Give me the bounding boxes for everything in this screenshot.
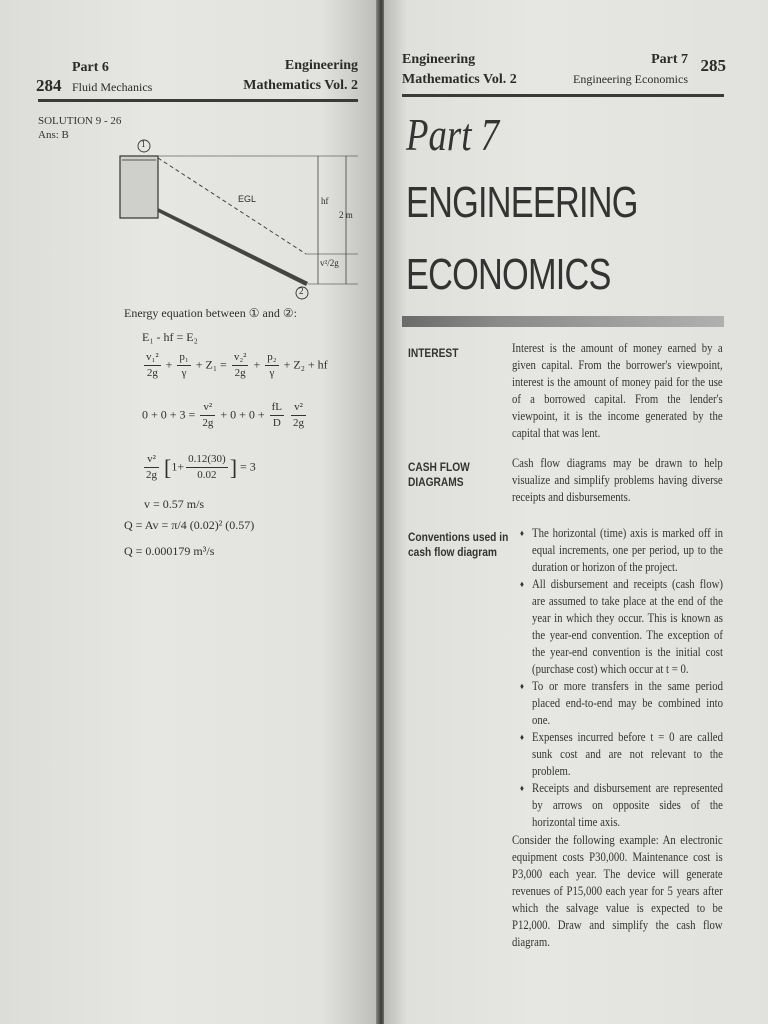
title-bar bbox=[402, 316, 724, 327]
eq7: Q = 0.000179 m³/s bbox=[124, 544, 215, 558]
left-header-rule bbox=[38, 99, 358, 102]
right-page-number: 285 bbox=[700, 56, 726, 75]
height-label: 2 m bbox=[339, 210, 353, 220]
right-header-left-line1: Engineering bbox=[402, 52, 476, 67]
eq2: $\frac{\text{v₁²}}{2g}$ + $\frac{\text{p₁}}{\gamma}$ + Z₁ = $\frac{\text{v₂²}}{2g}$ + $\frac{\text{p₂}}{\gamma}$ + Z₂ + hf bbox=[146, 351, 328, 379]
part-heading: Part 7 bbox=[406, 109, 500, 160]
eq6: Q = Av = π/4 (0.02)² (0.57) bbox=[124, 518, 255, 532]
bullet-item: ♦ All disbursement and receipts (cash flow) are assumed to take place at the end of the year in which they occur. This is known as the year-end convention. The exception of the year-end convention is the initial cost (purchase cost) which occur at t = 0. bbox=[520, 576, 723, 678]
bullet-item: ♦ The horizontal (time) axis is marked off in equal increments, one per period, up to the duration or horizon of the project. bbox=[520, 525, 723, 576]
right-page bbox=[384, 0, 768, 1024]
eq3: 0 + 0 + 3 = $\frac{\text{v²}}{2g}$ + 0 + 0 + $\frac{fL}{D}$ $\frac{\text{v²}}{2g}$ bbox=[142, 401, 305, 429]
eq5: v = 0.57 m/s bbox=[144, 497, 205, 511]
left-header-right-line1: Engineering bbox=[284, 58, 358, 73]
answer-label: Ans: B bbox=[38, 129, 69, 141]
cashflow-text: Cash flow diagrams may be drawn to help visualize and simplify problems having diverse receipts and disbursements. bbox=[512, 456, 723, 504]
hf-label: hf bbox=[321, 196, 329, 206]
energy-intro: Energy equation between ① and ②: bbox=[124, 306, 297, 320]
right-header-part: Part 7 bbox=[651, 52, 688, 67]
eq1: E₁ - hf = E₂ bbox=[142, 330, 198, 344]
cashflow-heading: CASH FLOW DIAGRAMS bbox=[408, 460, 470, 489]
egl-label: EGL bbox=[238, 194, 257, 204]
conventions-heading: Conventions used in cash flow diagram bbox=[408, 530, 509, 559]
conventions-list bbox=[520, 525, 723, 831]
left-page-number: 284 bbox=[36, 76, 62, 95]
bullet-item: ♦ To or more transfers in the same period placed end-to-end may be combined into one. bbox=[520, 678, 723, 729]
right-header-rule bbox=[402, 94, 724, 97]
right-header-left-line2: Mathematics Vol. 2 bbox=[402, 72, 517, 87]
example-text: Consider the following example: An electronic equipment costs P30,000. Maintenance cost is P3,000 each year. The device will generate revenues of P15,000 each year for 5 years after which the salvage value is expected to be P12,000. Draw and simplify the cash flow diagram. bbox=[512, 833, 723, 949]
solution-label: SOLUTION 9 - 26 bbox=[38, 115, 122, 127]
velocity-head-label: v²/2g bbox=[320, 258, 339, 268]
left-header-right-line2: Mathematics Vol. 2 bbox=[243, 78, 358, 93]
interest-text: Interest is the amount of money earned by a given capital. From the borrower's viewpoint, interest is the amount of money paid for the use of a borrowed capital. From the lender's viewpoint, it is the income generated by the capital that was lent. bbox=[512, 341, 723, 440]
left-page bbox=[0, 0, 378, 1024]
left-header-subtitle: Fluid Mechanics bbox=[72, 80, 153, 94]
point2-label: 2 bbox=[299, 286, 304, 296]
right-header-subtitle: Engineering Economics bbox=[573, 72, 688, 86]
bullet-item: ♦ Receipts and disbursement are represented by arrows on opposite sides of the horizontal time axis. bbox=[520, 780, 723, 831]
pipe-reservoir-diagram bbox=[110, 136, 370, 306]
left-header-part: Part 6 bbox=[72, 60, 109, 75]
interest-heading: INTEREST bbox=[408, 346, 459, 360]
eq4: $\frac{\text{v²}}{2g}$ [1+ $\frac{0.12(30)}{0.02}$ ] = 3 bbox=[146, 453, 256, 481]
point1-label: 1 bbox=[141, 139, 146, 149]
bullet-item: ♦ Expenses incurred before t = 0 are called sunk cost and are not relevant to the problem. bbox=[520, 729, 723, 780]
title-line1: ENGINEERING bbox=[406, 178, 638, 227]
title-line2: ECONOMICS bbox=[406, 250, 611, 299]
